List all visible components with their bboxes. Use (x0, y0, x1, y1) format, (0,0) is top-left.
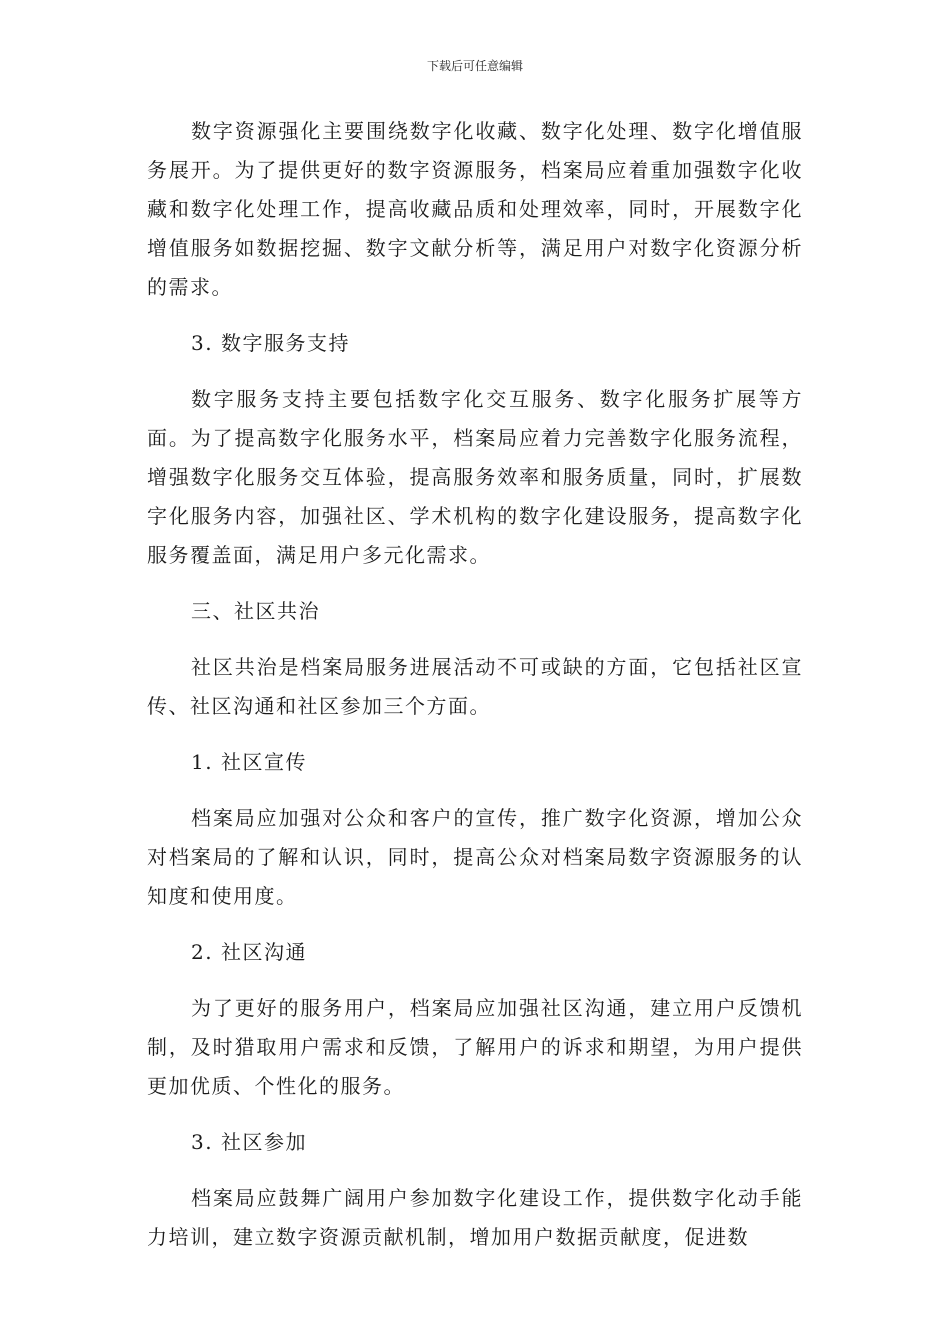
paragraph-digital-service-support: 数字服务支持主要包括数字化交互服务、数字化服务扩展等方面。为了提高数字化服务水平，档案局应着力完善数字化服务流程，增强数字化服务交互体验，提高服务效率和服务质量，同时，扩展数字化服务内容，加强社区、学术机构的数字化建设服务，提高数字化服务覆盖面，满足用户多元化需求。 (147, 387, 803, 567)
paragraph-community-communication: 为了更好的服务用户，档案局应加强社区沟通，建立用户反馈机制，及时猎取用户需求和反馈，了解用户的诉求和期望，为用户提供更加优质、个性化的服务。 (147, 996, 803, 1098)
heading-community-participation: 3. 社区参加 (191, 1130, 307, 1154)
heading-community-publicity: 1. 社区宣传 (191, 750, 307, 774)
document-body (147, 112, 803, 1274)
paragraph-digital-resource-strengthening: 数字资源强化主要围绕数字化收藏、数字化处理、数字化增值服务展开。为了提供更好的数字资源服务，档案局应着重加强数字化收藏和数字化处理工作，提高收藏品质和处理效率，同时，开展数字化增值服务如数据挖掘、数字文献分析等，满足用户对数字化资源分析的需求。 (147, 119, 803, 299)
paragraph-community-publicity: 档案局应加强对公众和客户的宣传，推广数字化资源，增加公众对档案局的了解和认识，同时，提高公众对档案局数字资源服务的认知度和使用度。 (147, 806, 803, 908)
heading-community-communication: 2. 社区沟通 (191, 940, 307, 964)
paragraph-community-co-governance: 社区共治是档案局服务进展活动不可或缺的方面，它包括社区宣传、社区沟通和社区参加三个方面。 (147, 655, 803, 718)
heading-community-co-governance: 三、社区共治 (191, 599, 320, 623)
heading-digital-service-support: 3. 数字服务支持 (191, 331, 350, 355)
page-header: 下载后可任意编辑 (426, 59, 523, 73)
paragraph-community-participation: 档案局应鼓舞广阔用户参加数字化建设工作，提供数字化动手能力培训，建立数字资源贡献机制，增加用户数据贡献度，促进数 (147, 1186, 803, 1249)
